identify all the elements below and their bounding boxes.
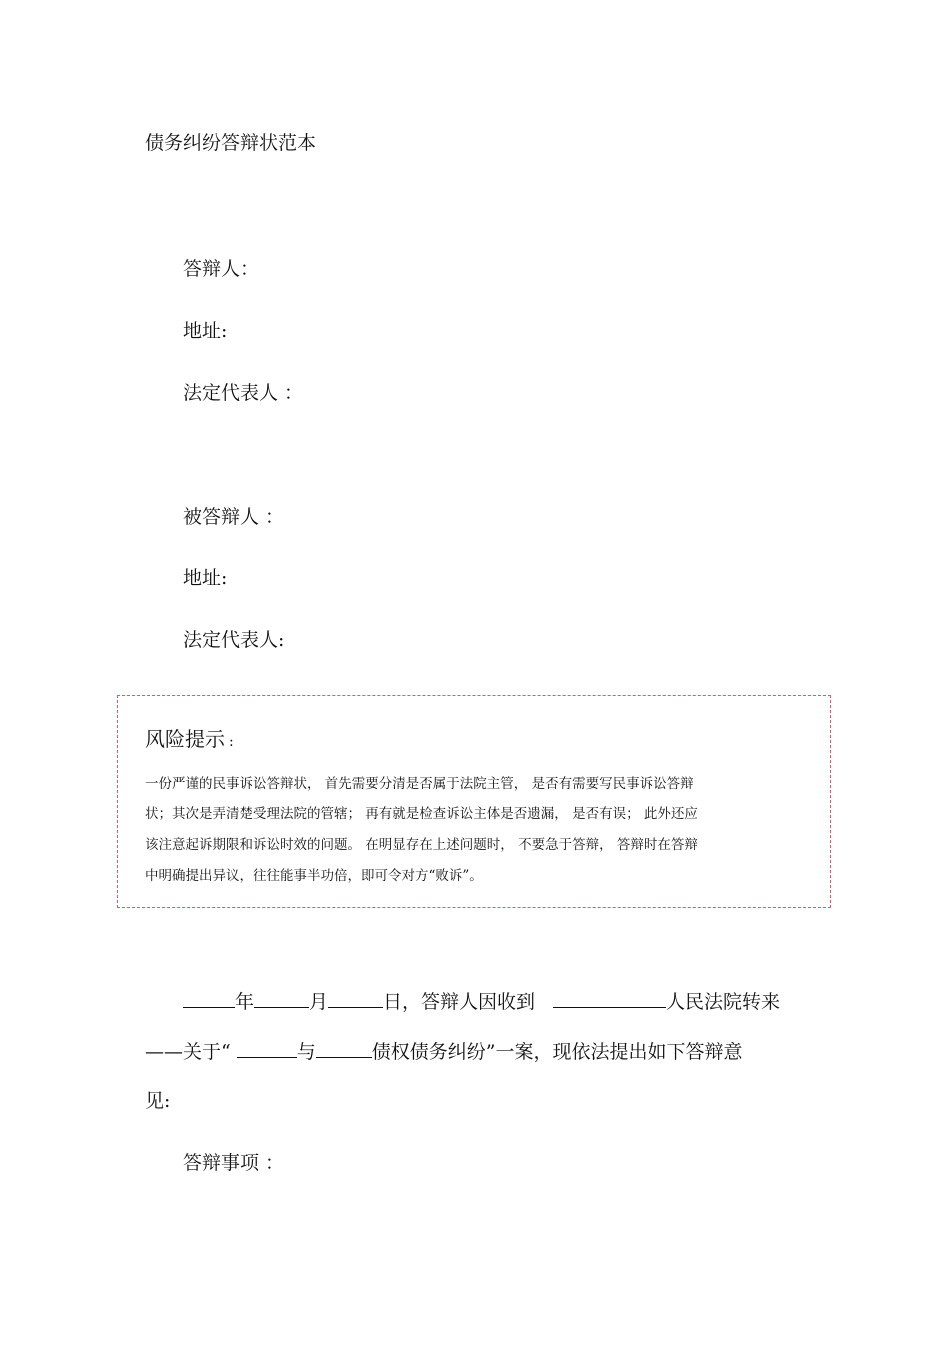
year-label: 年 xyxy=(235,991,255,1013)
risk-notice-line: 一份严谨的民事诉讼答辩状， 首先需要分清是否属于法院主管， 是否有需要写民事诉讼答辩 xyxy=(145,776,694,792)
reply-intro-line-1 xyxy=(183,987,780,1014)
plaintiff-address-label: 地址: xyxy=(183,567,228,589)
risk-notice-title-text: 风险提示 xyxy=(145,727,225,751)
risk-notice-title-colon: : xyxy=(229,734,234,750)
day-blank xyxy=(328,989,383,1008)
year-blank xyxy=(183,989,235,1008)
risk-notice-line: 该注意起诉期限和诉讼时效的问题。 在明显存在上述问题时， 不要急于答辩， 答辩时在答辩 xyxy=(145,837,698,853)
court-blank xyxy=(553,989,666,1008)
reply-intro-line-2 xyxy=(145,1037,743,1064)
respondent-legal-rep-label: 法定代表人 ： xyxy=(183,382,304,404)
party-b-blank xyxy=(316,1039,372,1058)
month-label: 月 xyxy=(309,991,329,1013)
risk-notice-box xyxy=(117,695,831,908)
respondent-name-label: 答辩人： xyxy=(183,258,260,280)
day-label: 日，答辩人因收到 xyxy=(383,991,536,1013)
court-label: 人民法院转来 xyxy=(666,991,781,1013)
risk-notice-line: 状；其次是弄清楚受理法院的管辖； 再有就是检查诉讼主体是否遗漏， 是否有误； 此外还应 xyxy=(145,806,698,822)
reply-intro-line-3: 见: xyxy=(145,1090,171,1112)
month-blank xyxy=(254,989,309,1008)
plaintiff-legal-rep-label: 法定代表人: xyxy=(183,629,285,651)
party-a-blank xyxy=(237,1039,297,1058)
case-prefix: ——关于“ xyxy=(145,1041,237,1063)
case-suffix: 债权债务纠纷”一案，现依法提出如下答辩意 xyxy=(371,1041,743,1063)
document-title: 债务纠纷答辩状范本 xyxy=(145,132,317,154)
case-and: 与 xyxy=(296,1041,316,1063)
reply-matters-label: 答辩事项 ： xyxy=(183,1152,285,1174)
plaintiff-name-label: 被答辩人 ： xyxy=(183,506,285,528)
risk-notice-title xyxy=(145,723,234,752)
risk-notice-line: 中明确提出异议，往往能事半功倍，即可令对方“败诉”。 xyxy=(145,868,483,884)
respondent-address-label: 地址: xyxy=(183,320,228,342)
